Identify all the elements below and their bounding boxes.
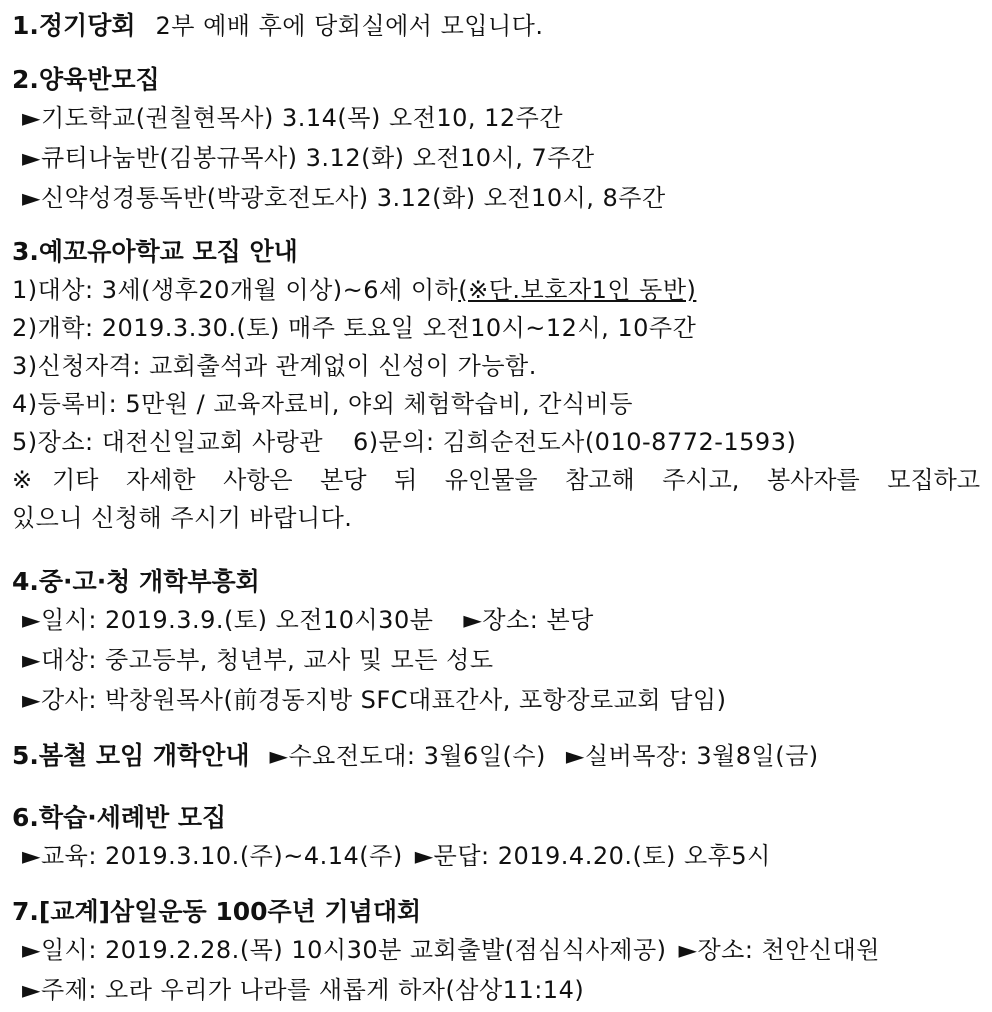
section-3-note-line: ※기타 자세한 사항은 본당 뒤 유인물을 참고해 주시고, 봉사자를 모집하고 <box>12 466 980 494</box>
section-3-target-note: (※단.보호자1인 동반) <box>458 276 697 304</box>
section-4-speaker: ►강사: 박창원목사(前경동지방 SFC대표간사, 포항장로교회 담임) <box>22 686 727 714</box>
section-7-title: 7.[교계]삼일운동 100주년 기념대회 <box>12 897 422 926</box>
section-2-item: ►큐티나눔반(김봉규목사) 3.12(화) 오전10시, 7주간 <box>22 144 595 172</box>
section-5 <box>12 738 819 774</box>
section-7-date: ►일시: 2019.2.28.(목) 10시30분 교회출발(점심식사제공) <box>22 936 667 964</box>
section-3-contact: 6)문의: 김희순전도사(010-8772-1593) <box>353 428 797 456</box>
section-5-silver: ►실버목장: 3월8일(금) <box>565 742 819 770</box>
section-4-title: 4.중·고·청 개학부흥회 <box>12 567 260 596</box>
section-6-edu: ►교육: 2019.3.10.(주)~4.14(주) <box>22 842 403 870</box>
section-3-opening: 2)개학: 2019.3.30.(토) 매주 토요일 오전10시~12시, 10주간 <box>12 314 697 342</box>
section-2-title: 2.양육반모집 <box>12 65 160 94</box>
section-6-exam: ►문답: 2019.4.20.(토) 오후5시 <box>414 842 771 870</box>
section-2-item: ►기도학교(권칠현목사) 3.14(목) 오전10, 12주간 <box>22 104 564 132</box>
section-4-place: ►장소: 본당 <box>463 606 594 634</box>
section-3-place: 5)장소: 대전신일교회 사랑관 <box>12 428 323 456</box>
section-7-date-place <box>12 932 880 968</box>
section-2-item: ►신약성경통독반(박광호전도사) 3.12(화) 오전10시, 8주간 <box>22 184 666 212</box>
section-7-theme: ►주제: 오라 우리가 나라를 새롭게 하자(삼상11:14) <box>22 976 585 1004</box>
section-3-place-contact <box>12 424 796 460</box>
section-7-place: ►장소: 천안신대원 <box>678 936 880 964</box>
section-1 <box>12 8 544 44</box>
section-6-title: 6.학습·세례반 모집 <box>12 803 227 832</box>
section-4-target: ►대상: 중고등부, 청년부, 교사 및 모든 성도 <box>22 646 494 674</box>
section-3-fee: 4)등록비: 5만원 / 교육자료비, 야외 체험학습비, 간식비등 <box>12 390 633 418</box>
section-3-target <box>12 272 696 308</box>
section-5-wed: ►수요전도대: 3월6일(수) <box>269 742 546 770</box>
section-1-text: 2부 예배 후에 당회실에서 모입니다. <box>155 12 544 40</box>
section-3-title: 3.예꼬유아학교 모집 안내 <box>12 237 298 266</box>
section-3-note-line: 있으니 신청해 주시기 바랍니다. <box>12 504 353 532</box>
section-3-qualification: 3)신청자격: 교회출석과 관계없이 신성이 가능함. <box>12 352 537 380</box>
section-3-target-text: 1)대상: 3세(생후20개월 이상)~6세 이하 <box>12 276 459 304</box>
section-5-title: 5.봄철 모임 개학안내 <box>12 741 250 770</box>
section-1-title: 1.정기당회 <box>12 11 136 40</box>
section-4-date: ►일시: 2019.3.9.(토) 오전10시30분 <box>22 606 434 634</box>
section-4-date-place <box>12 602 594 638</box>
section-6-items <box>12 838 771 874</box>
